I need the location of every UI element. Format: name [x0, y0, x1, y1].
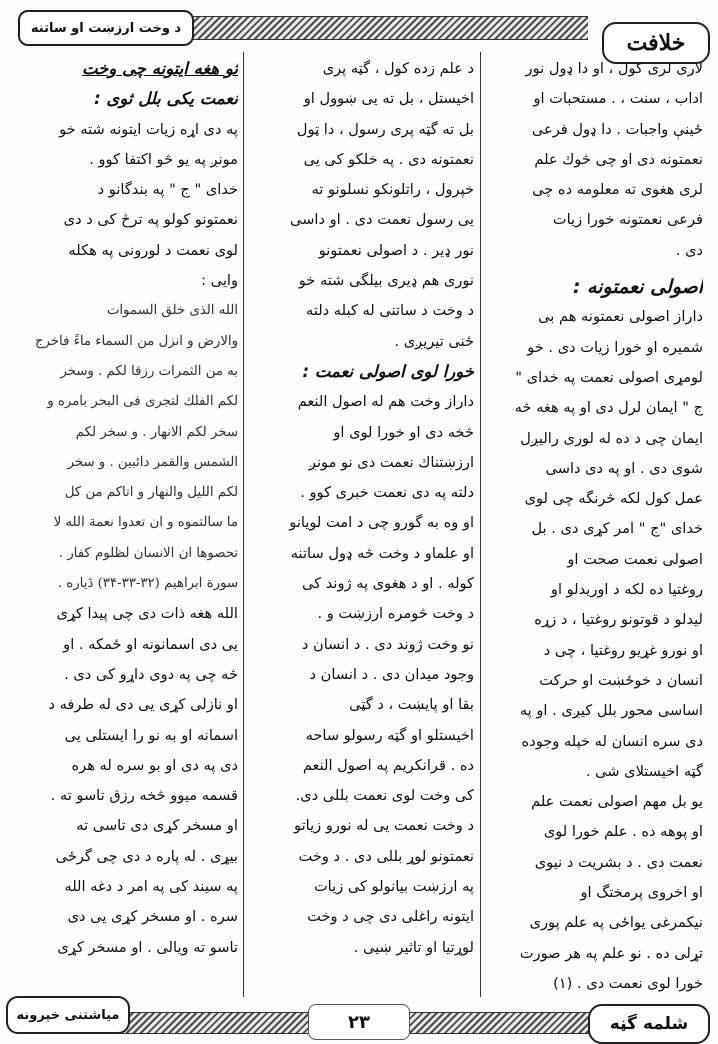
text-line: ده . قرانکریم په اصول النعم: [302, 756, 474, 774]
text-line: نعمتونه دی . په خلکو کی یی: [303, 150, 474, 168]
text-line: بقا او پایښت ، د گټی: [349, 696, 474, 714]
text-line: خورا لوی نعمت دی . (۱): [553, 974, 703, 992]
column-middle: [248, 54, 474, 994]
magazine-name: مياشتنی خپرونه: [6, 996, 130, 1034]
text-line: سخر لکم الانهار . و سخر لکم: [75, 424, 238, 440]
text-line: والارض و انزل من السماء ماءً فاخرج: [34, 333, 238, 349]
text-line: مونږ په یو څو اکتفا کوو .: [89, 150, 238, 168]
text-line: قسمه میوو څخه رزق تاسو ته .: [50, 787, 238, 805]
running-title: د وخت ارزښت او ساتنه: [18, 10, 194, 46]
text-line: نور ډیر . د اصولی نعمتونو: [318, 241, 474, 259]
text-line: نوری هم ډیری بیلگی شته خو: [298, 272, 474, 290]
text-line: یو بل مهم اصولی نعمت علم: [531, 793, 703, 811]
text-line: د وخت څومره ارزښت و .: [317, 605, 474, 623]
text-line: بیړی . له پاره د دی چی گرځی: [55, 847, 238, 865]
text-line: نعمت دی . د بشریت د نیوی: [534, 853, 703, 871]
text-line: اساسی محور بلل کیږی . او په: [519, 702, 703, 720]
text-line: روغتیا ده لکه د اوریدلو او: [550, 581, 703, 599]
text-line: ج " ایمان لرل دی او په هغه څه: [514, 399, 703, 417]
col1-intro: [485, 54, 703, 266]
text-line: فرعی نعمتونه خورا زیات: [552, 211, 703, 229]
col3-body2: [14, 599, 238, 963]
text-line: لوړتیا او تاثیر ښیی .: [353, 938, 474, 956]
text-line: الله الذی خلق السموات: [106, 303, 238, 319]
text-line: اخیستلو او گټه رسولو ساحه: [305, 726, 474, 744]
text-line: او نورو غړیو روغتیا ، چی د: [543, 641, 703, 659]
text-line: خدای "ج " امر کړی دی . بل: [531, 520, 703, 538]
text-line: لکم الفلك لتجری فی البحر بامره و: [47, 394, 238, 410]
text-line: دلته په دی نعمت خبری کوو .: [300, 484, 474, 502]
text-line: یی دی اسمانونه او ځمکه . او: [63, 635, 238, 653]
text-line: شوی دی . او په دی داسی: [545, 459, 703, 477]
col1-body: [485, 302, 703, 994]
text-line: لومړی اصولی نعمت په خدای ": [515, 368, 703, 386]
text-line: ځینې واجبات . دا ډول فرعی: [531, 120, 703, 138]
col1-heading: اصولی نعمتونه :: [572, 276, 703, 299]
text-line: بل ته گټه پری رسول ، دا ټول: [296, 120, 474, 138]
text-line: او پوهه ده . علم خورا لوی: [543, 823, 703, 841]
text-line: په ارزښت بیانولو کی زیات: [313, 878, 474, 896]
text-line: اداب ، سنت ، . مستحبات او: [533, 90, 703, 108]
text-line: اسمانه او به نو را ایستلی یی: [64, 726, 238, 744]
text-line: نعمتونو کولو په ترڅ کی د دی: [63, 211, 238, 229]
text-line: ایمان چی د ده له لوری رالیږل: [520, 429, 703, 447]
text-line: نعمتونه دی او چی څوك علم: [534, 150, 703, 168]
column-divider: [243, 52, 244, 997]
text-line: داراز اصولی نعمتونه هم بی: [538, 308, 703, 326]
text-line: دی سره انسان له خپله وجوده: [521, 732, 703, 750]
text-line: د وخت نعمت یی له نورو زیاتو: [294, 817, 474, 835]
issue-label: شلمه گڼه: [588, 1004, 710, 1044]
text-line: تحصوها ان الانسان لظلوم کفار .: [58, 545, 238, 561]
text-line: څخه دی او خورا لوی او: [333, 423, 474, 441]
text-line: په سیند کی په امر د دغه الله: [64, 878, 238, 896]
text-line: وجود میدان دی . د انسان د: [309, 665, 474, 683]
text-line: اصولی نعمت صحت او: [567, 550, 703, 568]
text-line: اخیستل ، بل ته یی ښوول او: [303, 90, 474, 108]
text-line: ما سالتموه و ان تعدوا نعمة الله لا: [53, 515, 238, 531]
text-line: داراز وخت هم له اصول النعم: [297, 393, 474, 411]
text-line: په دی اړه زیات ایتونه شته خو: [59, 120, 238, 138]
text-line: ارزښتناك نعمت دی نو مونږ: [308, 453, 474, 471]
text-line: کی وخت لوی نعمت بللی دی.: [295, 787, 474, 805]
text-line: او اخروی پرمختگ او: [580, 884, 703, 902]
text-line: سورة ابراهیم (۳۲-۳۳-۳۴) ڎیاره .: [57, 576, 238, 592]
text-line: کوله . او د هغوی په ژوند کی: [302, 575, 474, 593]
text-line: د وخت د ساتنی له کبله دلته: [306, 302, 474, 320]
text-line: خپرول ، راتلونکو نسلونو ته: [311, 181, 474, 199]
col2-heading: خورا لوی اصولی نعمت :: [302, 361, 474, 381]
text-line: او وه به گورو چی د امت لویانو: [289, 514, 474, 532]
text-line: به من الثمرات رزقا لکم . وسخر: [60, 363, 238, 379]
text-line: تړلی ده . نو علم په هر صورت: [519, 944, 703, 962]
text-line: سره . او مسخر کړی یی دی: [67, 908, 238, 926]
text-line: لری هغوی ته معلومه ده چی: [532, 181, 703, 199]
text-line: د علم زده کول ، گټه پری: [322, 60, 474, 77]
text-line: ایتونه راغلی دی چی د وخت: [307, 908, 474, 926]
text-line: لوی نعمت د لورونی په هکله: [68, 241, 238, 259]
col3-subheading: نعمت یکی بلل ثوی :: [94, 89, 238, 109]
col3-heading: ثو هغه ایتونه چی وخت: [81, 59, 238, 78]
col2-body: [248, 54, 474, 357]
column-right: [485, 54, 703, 994]
text-line: الله هغه ذات دی چی پیدا کړی: [56, 605, 238, 623]
text-line: شمیره او خورا زیات دی . خو: [527, 338, 703, 356]
text-line: گټه اخیستلای شی .: [585, 762, 703, 780]
text-line: څه چی په دوی داړو کی دی .: [64, 665, 238, 683]
text-line: لکم اللیل والنهار و اتاکم من کل: [64, 485, 238, 501]
header-decorative-strip: [148, 16, 588, 40]
text-line: نو وخت ژوند دی . د انسان د: [301, 635, 474, 653]
column-left: [14, 54, 238, 994]
text-line: نیکمرغی یواځی په علم پوری: [529, 914, 703, 932]
text-line: الشمس والقمر دائبین . و سخر: [67, 454, 238, 470]
text-line: عمل کول لکه څرنگه چی لوی: [524, 490, 703, 508]
col3-body: [14, 115, 238, 297]
text-line: وایی :: [201, 272, 238, 290]
page-number: ۲۳: [308, 1004, 410, 1040]
text-line: دی .: [675, 241, 703, 259]
text-line: خدای " ج " په بندگانو د: [97, 181, 238, 199]
text-line: نعمتونو لوړ بللی دی . د وخت: [298, 847, 474, 865]
text-line: تاسو ته ویالی . او مسخر کړی: [57, 938, 238, 956]
quran-verse: [14, 296, 238, 599]
text-line: انسان د خوځښت او حرکت: [539, 671, 703, 689]
column-divider: [480, 52, 481, 997]
text-line: دی په دی او بو سره له هره: [71, 756, 238, 774]
text-line: لاری لری کول ، او دا ډول نور: [525, 60, 703, 77]
col2-body2: [248, 387, 474, 963]
text-line: او نازلی کړی یی دی له طرفه د: [48, 696, 238, 714]
text-line: او علماو د وخت څه ډول ساتنه: [290, 544, 474, 562]
text-line: ځنی تیریږی .: [394, 332, 474, 350]
section-title: خلافت: [602, 22, 710, 64]
text-line: او مسخر کړی دی تاسی ته: [76, 817, 238, 835]
text-line: لیدلو د قوتونو روغتیا ، د زړه: [534, 611, 703, 629]
text-line: یی رسول نعمت دی . او داسی: [290, 211, 474, 229]
